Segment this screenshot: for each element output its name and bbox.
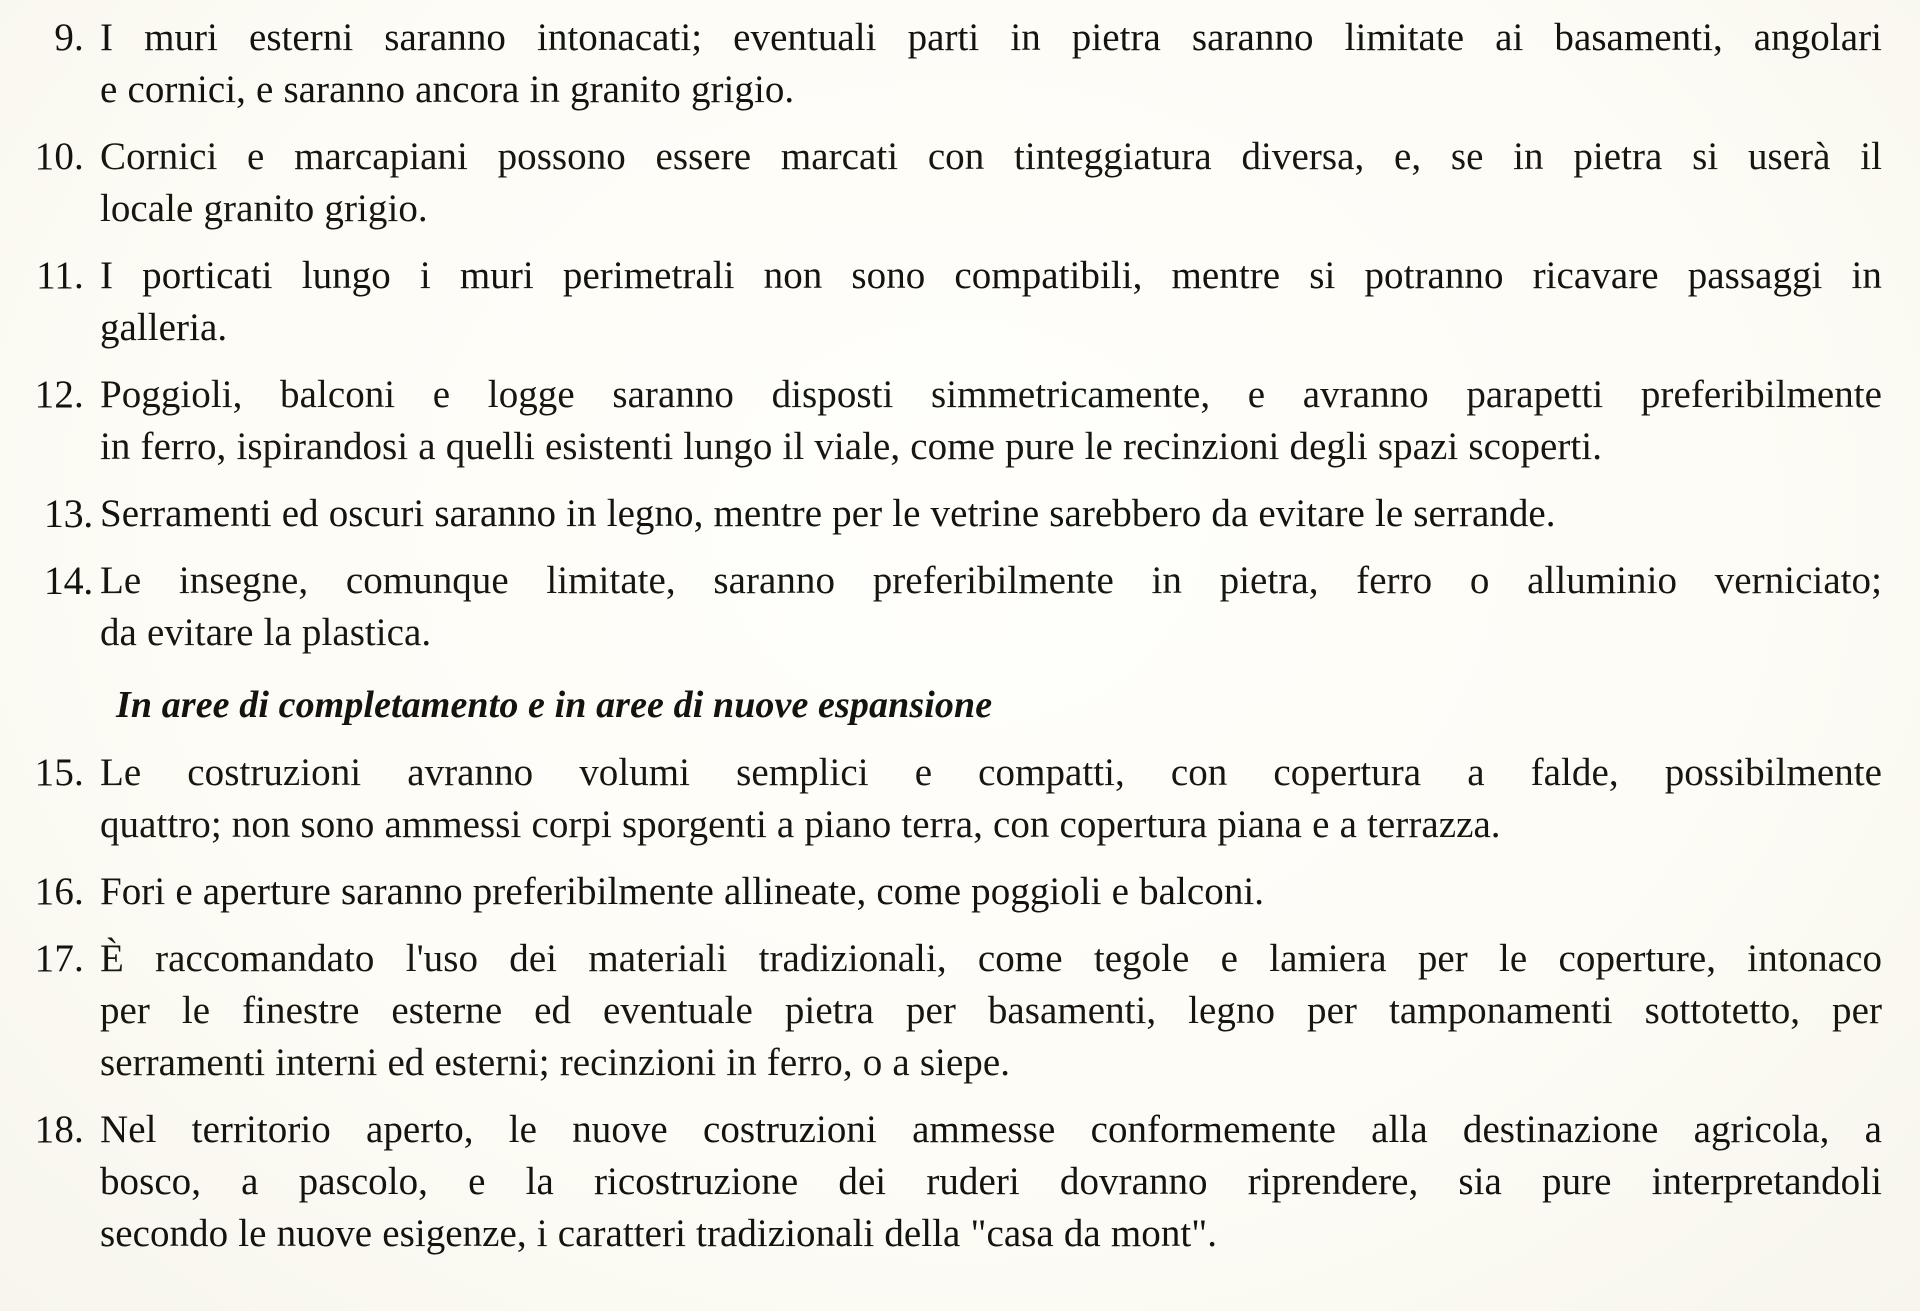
clause-line: Nel territorio aperto, le nuove costruzioni ammesse conformemente alla destinazione agricola, a xyxy=(100,1108,1882,1151)
clause-item xyxy=(22,747,1882,851)
clause-line: da evitare la plastica. xyxy=(100,611,432,654)
clause-number: 11. xyxy=(36,254,84,297)
clause-body xyxy=(100,369,1882,473)
clause-number: 13. xyxy=(43,491,93,536)
clause-list xyxy=(22,8,1882,1260)
clause-line: È raccomandato l'uso dei materiali tradizionali, come tegole e lamiera per le coperture, intonaco xyxy=(100,937,1882,980)
clause-item xyxy=(22,488,1882,540)
clause-line: Le costruzioni avranno volumi semplici e compatti, con copertura a falde, possibilmente xyxy=(100,751,1882,794)
clause-line: Fori e aperture saranno preferibilmente allineate, come poggioli e balconi. xyxy=(100,870,1265,913)
clause-line: Cornici e marcapiani possono essere marcati con tinteggiatura diversa, e, se in pietra si userà il xyxy=(100,135,1882,178)
clause-body xyxy=(100,1104,1882,1260)
clause-number: 15. xyxy=(34,751,84,794)
clause-item xyxy=(22,866,1882,918)
clause-body xyxy=(100,250,1882,354)
clause-line: I muri esterni saranno intonacati; eventuali parti in pietra saranno limitate ai basamenti, angolari xyxy=(100,16,1882,59)
clause-body xyxy=(100,12,1882,116)
clause-item xyxy=(22,250,1882,354)
clause-number: 12. xyxy=(34,373,84,416)
clause-number: 18. xyxy=(34,1108,84,1151)
clause-body xyxy=(100,131,1882,235)
clause-line: bosco, a pascolo, e la ricostruzione dei ruderi dovranno riprendere, sia pure interpretandoli xyxy=(100,1160,1882,1203)
clause-body xyxy=(100,866,1882,918)
clause-line: galleria. xyxy=(100,306,228,349)
clause-line: Poggioli, balconi e logge saranno disposti simmetricamente, e avranno parapetti preferibilmente xyxy=(100,373,1882,416)
clause-item xyxy=(22,12,1882,116)
clause-body xyxy=(100,933,1882,1089)
clause-line: per le finestre esterne ed eventuale pietra per basamenti, legno per tamponamenti sottotetto, per xyxy=(100,989,1882,1032)
clause-item xyxy=(22,933,1882,1089)
clause-line: secondo le nuove esigenze, i caratteri tradizionali della "casa da mont". xyxy=(100,1212,1218,1255)
clause-line: Serramenti ed oscuri saranno in legno, mentre per le vetrine sarebbero da evitare le serrande. xyxy=(100,492,1556,535)
clause-body xyxy=(100,488,1882,540)
clause-item xyxy=(22,131,1882,235)
clause-line: Le insegne, comunque limitate, saranno preferibilmente in pietra, ferro o alluminio verniciato; xyxy=(100,559,1882,602)
clause-body xyxy=(100,747,1882,851)
clause-line: serramenti interni ed esterni; recinzioni in ferro, o a siepe. xyxy=(100,1041,1011,1084)
clause-line: locale granito grigio. xyxy=(100,187,428,230)
clause-number: 17. xyxy=(34,937,84,980)
clause-line: quattro; non sono ammessi corpi sporgenti a piano terra, con copertura piana e a terrazza. xyxy=(100,803,1501,846)
clause-line: I porticati lungo i muri perimetrali non sono compatibili, mentre si potranno ricavare passaggi in xyxy=(100,254,1882,297)
clause-line: in ferro, ispirandosi a quelli esistenti lungo il viale, come pure le recinzioni degli spazi scoperti. xyxy=(100,425,1602,468)
clause-number: 16. xyxy=(34,870,84,913)
clause-item xyxy=(22,555,1882,659)
clause-body xyxy=(100,555,1882,659)
clause-number: 14. xyxy=(43,558,93,603)
section-heading: In aree di completamento e in aree di nuove espansione xyxy=(116,684,993,726)
clause-number: 10. xyxy=(34,135,84,178)
clause-item xyxy=(22,1104,1882,1260)
clause-item xyxy=(22,369,1882,473)
clause-number: 9. xyxy=(54,16,84,59)
clause-line: e cornici, e saranno ancora in granito grigio. xyxy=(100,68,795,111)
